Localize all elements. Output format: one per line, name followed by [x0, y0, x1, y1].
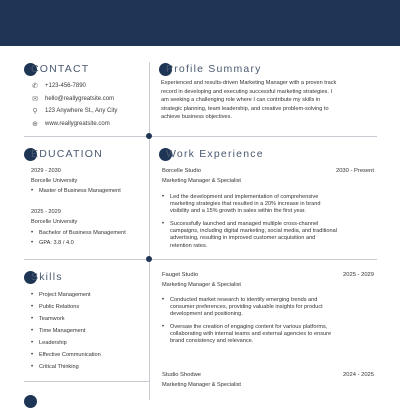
section-divider — [24, 381, 149, 382]
skill-item: • Time Management — [31, 328, 86, 334]
job-company: Fauget Studio — [162, 272, 199, 278]
contact-address: ⚲ 123 Anywhere St., Any City — [32, 108, 118, 115]
contact-website[interactable]: ⊕ www.reallygreatsite.com — [32, 121, 110, 128]
timeline-node — [146, 256, 152, 262]
globe-icon: ⊕ — [32, 121, 38, 128]
timeline-node — [146, 133, 152, 139]
job-role: Marketing Manager & Specialist — [162, 178, 241, 184]
job-dates: 2030 - Present — [335, 168, 374, 174]
education-gpa: • GPA: 3.8 / 4.0 — [31, 240, 74, 246]
job-company: Borcelle Studio — [162, 168, 201, 174]
contact-heading: CONTACT — [24, 61, 89, 77]
section-divider — [24, 259, 149, 260]
next-section-heading — [24, 393, 31, 409]
job-dates: 2024 - 2025 — [343, 372, 374, 378]
skills-heading: Skills — [24, 269, 63, 285]
experience-heading: Work Experience — [159, 146, 264, 162]
skill-item: • Effective Communication — [31, 352, 101, 358]
section-divider — [151, 136, 377, 137]
education-degree: • Master of Business Management — [31, 188, 121, 194]
education-school: Borcelle University — [31, 178, 78, 184]
profile-summary: Experienced and results-driven Marketing Manager with a proven track record in developing and executing successful marketing strategies. I am seeking a challenging role where I can contribute my skills in strategic planning, team leadership, and creative problem-solving to achieve business objectives. — [161, 80, 337, 120]
job-bullet: • Conducted market research to identify emerging trends and consumer preferences, providing valuable insights for product development and positioning. — [162, 297, 323, 318]
job-header — [162, 372, 374, 378]
education-heading: EDUCATION — [24, 146, 103, 162]
job-bullet: • Successfully launched and managed multiple cross-channel campaigns, including digital marketing, social media, and traditional advertising, resulting in improved customer acquisition and retention rates. — [162, 221, 337, 249]
skill-item: • Critical Thinking — [31, 364, 79, 370]
header-banner — [0, 0, 400, 46]
timeline-divider — [149, 62, 150, 400]
skill-item: • Teamwork — [31, 316, 65, 322]
education-degree: • Bachelor of Business Management — [31, 230, 126, 236]
heading-dot-icon — [24, 395, 37, 408]
job-bullet: • Oversaw the creation of engaging content for various platforms, collaborating with internal teams and external agencies to ensure brand consistency and relevance. — [162, 324, 332, 345]
job-header — [162, 168, 374, 174]
location-icon: ⚲ — [32, 108, 38, 115]
contact-phone: ✆ +123-456-7890 — [32, 83, 86, 90]
section-divider — [24, 136, 149, 137]
skill-item: • Leadership — [31, 340, 67, 346]
education-years: 2025 - 2029 — [31, 209, 61, 215]
contact-email[interactable]: ✉ hello@reallygreatsite.com — [32, 96, 115, 103]
job-dates: 2025 - 2029 — [343, 272, 374, 278]
job-role: Marketing Manager & Specialist — [162, 382, 241, 388]
job-company: Studio Shodwe — [162, 372, 201, 378]
education-school: Borcelle University — [31, 219, 78, 225]
section-divider — [151, 259, 377, 260]
skill-item: • Public Relations — [31, 304, 80, 310]
profile-heading: Profile Summary — [159, 61, 262, 77]
email-icon: ✉ — [32, 96, 38, 103]
job-header — [162, 272, 374, 278]
job-role: Marketing Manager & Specialist — [162, 282, 241, 288]
job-bullet: • Led the development and implementation of comprehensive marketing strategies that resulted in a 20% increase in brand visibility and a 15% growth in sales within the first year. — [162, 194, 321, 215]
education-years: 2029 - 2030 — [31, 168, 61, 174]
skill-item: • Project Management — [31, 292, 91, 298]
phone-icon: ✆ — [32, 83, 38, 90]
